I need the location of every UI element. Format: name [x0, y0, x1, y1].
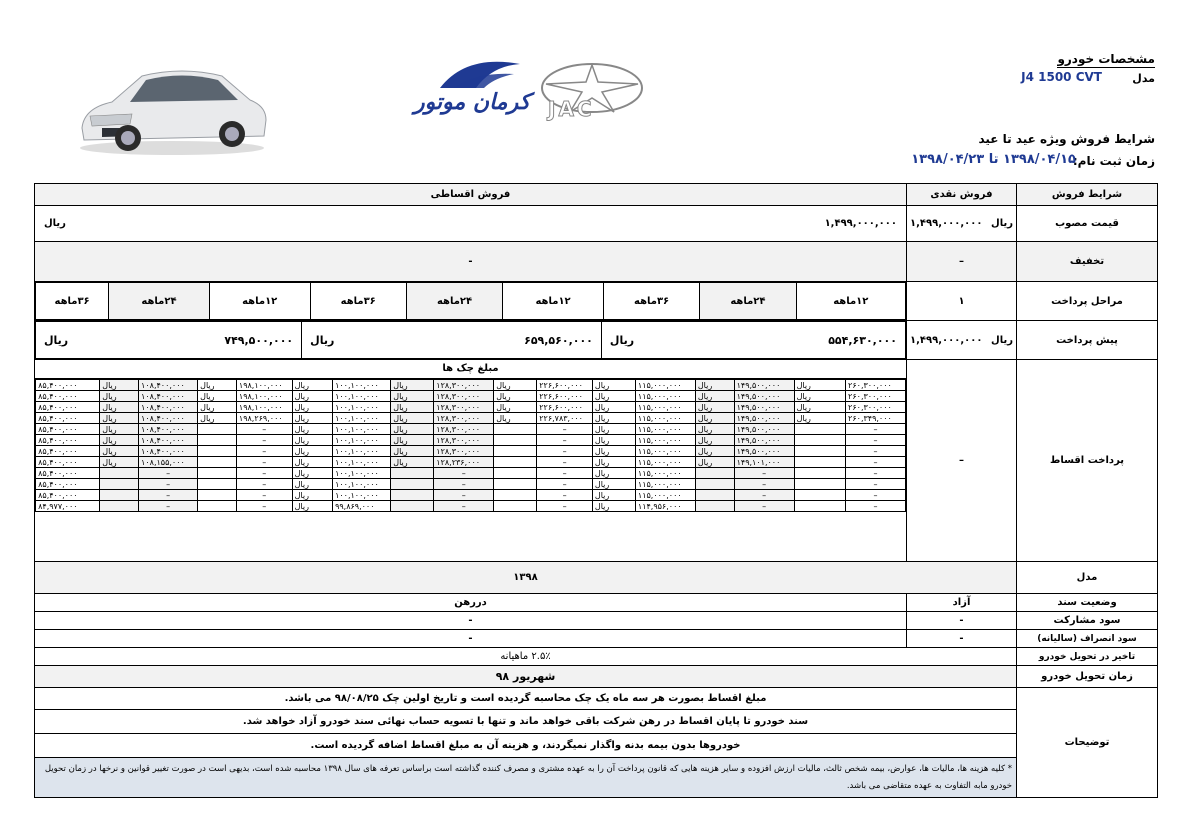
cheque-amount: ۱۹۸,۲۶۹,۰۰۰ — [236, 413, 292, 424]
cheque-unit — [494, 424, 537, 435]
plan1-36m: ۳۶ماهه — [603, 283, 699, 320]
cheque-unit: ریال — [100, 413, 139, 424]
down-payment-plan2: ۶۵۹,۵۶۰,۰۰۰ — [524, 333, 593, 347]
cheque-unit: ریال — [592, 490, 635, 501]
cheque-amount: ۱۱۵,۰۰۰,۰۰۰ — [635, 446, 695, 457]
cheque-unit: ریال — [695, 413, 734, 424]
cheque-amount: ۱۰۰,۱۰۰,۰۰۰ — [333, 479, 391, 490]
cheque-amount: – — [139, 479, 198, 490]
cheque-amount: ۸۵,۴۰۰,۰۰۰ — [36, 468, 100, 479]
cheque-unit: ریال — [695, 402, 734, 413]
cheque-unit — [494, 479, 537, 490]
cheque-unit: ریال — [592, 468, 635, 479]
cheque-amount: – — [236, 435, 292, 446]
delivery-delay-value: ۲.۵٪ ماهیانه — [35, 648, 1017, 666]
installment-price-cell — [35, 206, 907, 242]
cheque-amount: ۱۱۵,۰۰۰,۰۰۰ — [635, 468, 695, 479]
cheque-unit: ریال — [292, 391, 332, 402]
cheque-unit: ریال — [292, 468, 332, 479]
cheque-amount: ۱۲۸,۳۰۰,۰۰۰ — [434, 391, 494, 402]
cheque-amount: ۱۰۰,۱۰۰,۰۰۰ — [333, 490, 391, 501]
cheque-amount: ۱۰۸,۴۰۰,۰۰۰ — [139, 446, 198, 457]
sales-conditions-table — [34, 183, 1158, 798]
cheque-unit: ریال — [592, 457, 635, 468]
cheque-unit: ریال — [198, 391, 237, 402]
cheque-amount: ۱۱۵,۰۰۰,۰۰۰ — [635, 490, 695, 501]
cheque-unit: ریال — [592, 380, 635, 391]
cheque-amount: ۱۰۸,۴۰۰,۰۰۰ — [139, 380, 198, 391]
cheque-unit: ریال — [391, 424, 434, 435]
kerman-motor-logo-icon — [436, 58, 524, 92]
document-status-cash: آزاد — [907, 594, 1017, 612]
cheque-unit — [695, 501, 734, 512]
cheque-amount: ۲۲۶,۶۰۰,۰۰۰ — [537, 391, 593, 402]
cheque-amount: ۸۵,۴۰۰,۰۰۰ — [36, 435, 100, 446]
cheque-row — [36, 468, 906, 479]
cheque-unit: ریال — [592, 501, 635, 512]
cheque-amount: ۸۵,۴۰۰,۰۰۰ — [36, 391, 100, 402]
cheque-unit: ریال — [592, 446, 635, 457]
cash-price-cell — [907, 206, 1017, 242]
profit-cash: - — [907, 612, 1017, 630]
cash-installment: – — [907, 360, 1017, 562]
installment-payment-label: پرداخت اقساط — [1017, 360, 1158, 562]
cheque-amount: ۱۲۸,۳۰۰,۰۰۰ — [434, 413, 494, 424]
cheque-row — [36, 380, 906, 391]
plan2-12m: ۱۲ماهه — [503, 283, 604, 320]
cheque-amount: ۱۱۴,۹۵۶,۰۰۰ — [635, 501, 695, 512]
cheque-unit: ریال — [100, 457, 139, 468]
cheque-amount: – — [236, 424, 292, 435]
cheque-amount: ۸۵,۴۰۰,۰۰۰ — [36, 380, 100, 391]
cheque-amount: ۱۰۰,۱۰۰,۰۰۰ — [333, 413, 391, 424]
cheque-unit — [198, 446, 237, 457]
cash-sale-header: فروش نقدی — [907, 184, 1017, 206]
cheque-unit — [794, 446, 845, 457]
cheque-unit: ریال — [292, 413, 332, 424]
cancel-installment: - — [35, 630, 907, 648]
cheque-amount: ۱۱۵,۰۰۰,۰۰۰ — [635, 402, 695, 413]
cheque-amount: ۱۰۰,۱۰۰,۰۰۰ — [333, 391, 391, 402]
cheque-row — [36, 490, 906, 501]
cheque-amount: ۱۰۰,۱۰۰,۰۰۰ — [333, 402, 391, 413]
cheque-unit: ریال — [198, 380, 237, 391]
registration-date-value: ۱۳۹۸/۰۴/۱۵ تا ۱۳۹۸/۰۴/۲۳ — [911, 152, 1076, 167]
cheque-amount: – — [434, 501, 494, 512]
cheque-unit — [494, 490, 537, 501]
cheque-unit: ریال — [494, 391, 537, 402]
cheque-amount: ۸۵,۴۰۰,۰۰۰ — [36, 402, 100, 413]
model-year-label: مدل — [1017, 562, 1158, 594]
cheque-amount: – — [139, 490, 198, 501]
cheque-amount: ۱۱۵,۰۰۰,۰۰۰ — [635, 380, 695, 391]
participation-profit-label: سود مشارکت — [1017, 612, 1158, 630]
cheque-unit — [198, 424, 237, 435]
plan2-24m: ۲۴ماهه — [406, 283, 502, 320]
cheque-unit: ریال — [292, 501, 332, 512]
cheque-amount: – — [734, 490, 794, 501]
cheque-amount: ۱۴۹,۵۰۰,۰۰۰ — [734, 391, 794, 402]
cheque-amount: ۲۶۰,۳۰۰,۰۰۰ — [846, 402, 906, 413]
cheque-amount: ۸۵,۴۰۰,۰۰۰ — [36, 413, 100, 424]
notes-label: توضیحات — [1017, 688, 1158, 798]
cheque-amount: ۱۰۸,۴۰۰,۰۰۰ — [139, 424, 198, 435]
cancellation-profit-label: سود انصراف (سالیانه) — [1017, 630, 1158, 648]
plan1-12m: ۱۲ماهه — [796, 283, 905, 320]
cheque-unit: ریال — [695, 424, 734, 435]
cheque-row — [36, 402, 906, 413]
cheque-unit — [198, 479, 237, 490]
plan3-36m: ۳۶ماهه — [36, 283, 109, 320]
cheque-unit: ریال — [794, 380, 845, 391]
cheque-amount: ۸۵,۴۰۰,۰۰۰ — [36, 490, 100, 501]
cheque-amount: ۲۲۶,۷۸۳,۰۰۰ — [537, 413, 593, 424]
cheque-unit — [494, 468, 537, 479]
cheque-amount: – — [236, 446, 292, 457]
cheque-amount: ۱۰۸,۴۰۰,۰۰۰ — [139, 435, 198, 446]
installment-price: ۱,۴۹۹,۰۰۰,۰۰۰ — [824, 218, 897, 229]
cheque-amount: ۱۰۸,۴۰۰,۰۰۰ — [139, 391, 198, 402]
cheque-amount: – — [846, 446, 906, 457]
cheque-unit: ریال — [100, 391, 139, 402]
cheque-unit: ریال — [391, 391, 434, 402]
plan3-24m: ۲۴ماهه — [109, 283, 210, 320]
note-3: خودروها بدون بیمه بدنه واگذار نمیگردند، و هزینه آن به مبلغ اقساط اضافه گردیده است. — [35, 734, 1017, 758]
cheque-amount: ۸۵,۴۰۰,۰۰۰ — [36, 457, 100, 468]
cheque-amount: ۱۰۸,۱۵۵,۰۰۰ — [139, 457, 198, 468]
cash-discount: – — [907, 242, 1017, 282]
sale-conditions-title: شرایط فروش ویژه عید تا عید — [978, 132, 1155, 146]
cheque-unit: ریال — [695, 457, 734, 468]
cheque-unit — [391, 479, 434, 490]
cheque-unit: ریال — [292, 457, 332, 468]
cheque-amount: ۱۲۸,۳۰۰,۰۰۰ — [434, 380, 494, 391]
cheque-unit — [794, 490, 845, 501]
cheque-amount: ۱۹۸,۱۰۰,۰۰۰ — [236, 402, 292, 413]
discount-label: تخفیف — [1017, 242, 1158, 282]
cheque-amount: – — [139, 501, 198, 512]
cheque-unit: ریال — [695, 446, 734, 457]
cheque-unit: ریال — [494, 380, 537, 391]
cheques-title: مبلغ چک ها — [35, 360, 906, 379]
cheque-amount: ۸۵,۴۰۰,۰۰۰ — [36, 446, 100, 457]
cheque-unit: ریال — [292, 435, 332, 446]
cheque-unit: ریال — [100, 380, 139, 391]
cheque-unit — [198, 435, 237, 446]
cheque-amount: ۱۲۸,۳۰۰,۰۰۰ — [434, 446, 494, 457]
model-value: J4 1500 CVT — [1021, 70, 1102, 84]
cheque-amount: ۱۰۰,۱۰۰,۰۰۰ — [333, 446, 391, 457]
down-payment-label: پیش پرداخت — [1017, 321, 1158, 360]
note-1: مبلغ اقساط بصورت هر سه ماه یک چک محاسبه گردیده است و تاریخ اولین چک ۹۸/۰۸/۲۵ می باشد. — [35, 688, 1017, 710]
cheque-unit — [100, 490, 139, 501]
cheque-unit: ریال — [391, 380, 434, 391]
price-label: قیمت مصوب — [1017, 206, 1158, 242]
cheque-amount: – — [734, 501, 794, 512]
cheque-amount: – — [734, 468, 794, 479]
cheque-amount: ۱۱۵,۰۰۰,۰۰۰ — [635, 391, 695, 402]
cheques-cell — [35, 360, 907, 562]
installment-sale-header: فروش اقساطی — [35, 184, 907, 206]
cheque-unit — [794, 457, 845, 468]
cheque-amount: ۹۹,۸۶۹,۰۰۰ — [333, 501, 391, 512]
cheque-amount: – — [537, 435, 593, 446]
cheque-unit: ریال — [592, 413, 635, 424]
cheque-row — [36, 391, 906, 402]
cheque-amount: ۱۰۸,۴۰۰,۰۰۰ — [139, 413, 198, 424]
payment-stages-label: مراحل پرداخت — [1017, 282, 1158, 321]
cheque-amount: ۱۴۹,۵۰۰,۰۰۰ — [734, 413, 794, 424]
cheque-unit: ریال — [794, 391, 845, 402]
cheque-unit: ریال — [391, 413, 434, 424]
cheque-amount: ۲۶۰,۳۰۰,۰۰۰ — [846, 391, 906, 402]
cheque-amount: ۱۴۹,۵۰۰,۰۰۰ — [734, 435, 794, 446]
cheque-unit: ریال — [592, 391, 635, 402]
jac-logo-text: JAC — [548, 97, 595, 121]
cheque-amount: ۱۰۸,۴۰۰,۰۰۰ — [139, 402, 198, 413]
cheque-amount: ۱۲۸,۳۰۰,۰۰۰ — [434, 424, 494, 435]
document-status-label: وضعیت سند — [1017, 594, 1158, 612]
cheque-unit: ریال — [391, 435, 434, 446]
cheque-amount: – — [434, 479, 494, 490]
cheque-amount: ۱۰۰,۱۰۰,۰۰۰ — [333, 435, 391, 446]
rial-unit: ریال — [991, 218, 1013, 229]
cheque-row — [36, 413, 906, 424]
down-payment-plan3: ۷۴۹,۵۰۰,۰۰۰ — [224, 333, 294, 347]
cheques-grid — [35, 379, 906, 512]
model-year-value: ۱۳۹۸ — [35, 562, 1017, 594]
cheque-amount: – — [236, 501, 292, 512]
cheque-unit — [198, 468, 237, 479]
cheque-unit: ریال — [198, 402, 237, 413]
car-image — [72, 58, 272, 158]
cash-stage: ۱ — [907, 282, 1017, 321]
cheque-unit: ریال — [695, 391, 734, 402]
cheque-unit: ریال — [292, 479, 332, 490]
cheque-amount: – — [434, 468, 494, 479]
cheque-amount: ۱۰۰,۱۰۰,۰۰۰ — [333, 468, 391, 479]
delivery-delay-label: تاخیر در تحویل خودرو — [1017, 648, 1158, 666]
cheque-amount: – — [236, 479, 292, 490]
cheque-unit: ریال — [695, 380, 734, 391]
cheque-unit: ریال — [494, 413, 537, 424]
cheque-amount: – — [537, 446, 593, 457]
cheque-amount: – — [236, 457, 292, 468]
footnote: * کلیه هزینه ها، مالیات ها، عوارض، بیمه شخص ثالث، مالیات ارزش افزوده و سایر هزینه هایی که قانون پرداخت آن را به عهده مشتری و مصرف کننده گذاشته است براساس تعرفه های سال ۱۳۹۸ محاسبه شده است، بدیهی است در صورت تغییر قوانین و نرخها در زمان تحویل خودرو مابه التفاوت به عهده متقاضی می باشد. — [35, 758, 1017, 798]
cheque-row — [36, 501, 906, 512]
cheque-unit: ریال — [292, 490, 332, 501]
installment-down-cell — [35, 321, 907, 360]
cheque-amount: ۱۴۹,۵۰۰,۰۰۰ — [734, 424, 794, 435]
cheque-unit: ریال — [198, 413, 237, 424]
cheque-amount: ۱۰۰,۱۰۰,۰۰۰ — [333, 380, 391, 391]
cheque-unit — [494, 435, 537, 446]
cheque-unit — [494, 446, 537, 457]
cheque-amount: ۱۱۵,۰۰۰,۰۰۰ — [635, 435, 695, 446]
cheque-amount: ۱۱۵,۰۰۰,۰۰۰ — [635, 479, 695, 490]
cheque-amount: – — [434, 490, 494, 501]
cheque-amount: ۱۲۸,۳۰۰,۰۰۰ — [434, 402, 494, 413]
cheque-row — [36, 457, 906, 468]
cheque-amount: – — [537, 490, 593, 501]
cheque-amount: – — [537, 501, 593, 512]
installment-discount: - — [35, 242, 907, 282]
cheque-unit — [494, 501, 537, 512]
cheque-unit — [100, 479, 139, 490]
plan3-12m: ۱۲ماهه — [209, 283, 310, 320]
cheque-unit: ریال — [794, 402, 845, 413]
cheque-unit — [391, 501, 434, 512]
rial-unit: ریال — [44, 333, 69, 347]
cheque-amount: ۸۵,۴۰۰,۰۰۰ — [36, 424, 100, 435]
cheque-amount: ۱۹۸,۱۰۰,۰۰۰ — [236, 391, 292, 402]
sale-conditions-header: شرایط فروش — [1017, 184, 1158, 206]
cheque-amount: ۱۱۵,۰۰۰,۰۰۰ — [635, 424, 695, 435]
cancel-cash: - — [907, 630, 1017, 648]
cheque-unit: ریال — [292, 446, 332, 457]
cheque-amount: – — [537, 479, 593, 490]
cheque-amount: ۲۲۶,۶۰۰,۰۰۰ — [537, 402, 593, 413]
cheque-unit: ریال — [794, 413, 845, 424]
delivery-time-label: زمان تحویل خودرو — [1017, 666, 1158, 688]
registration-date-label: زمان ثبت نام: — [1072, 154, 1155, 168]
cheque-unit: ریال — [100, 424, 139, 435]
cheque-unit — [198, 490, 237, 501]
cheque-amount: – — [236, 490, 292, 501]
cheque-amount: ۱۲۸,۲۳۶,۰۰۰ — [434, 457, 494, 468]
cheque-unit: ریال — [391, 457, 434, 468]
down-payment-plan1: ۵۵۴,۶۳۰,۰۰۰ — [828, 333, 897, 347]
cheque-amount: – — [846, 435, 906, 446]
cheque-unit — [494, 457, 537, 468]
cheque-amount: – — [846, 501, 906, 512]
cheque-row — [36, 424, 906, 435]
cheque-amount: ۱۰۰,۱۰۰,۰۰۰ — [333, 457, 391, 468]
cheque-unit — [198, 501, 237, 512]
cheque-amount: – — [537, 457, 593, 468]
document-status-installment: دررهن — [35, 594, 907, 612]
cheque-unit: ریال — [592, 402, 635, 413]
cheque-amount: – — [846, 490, 906, 501]
cheque-amount: – — [846, 468, 906, 479]
cheque-amount: ۱۴۹,۵۰۰,۰۰۰ — [734, 402, 794, 413]
cheque-unit — [695, 479, 734, 490]
cheque-unit — [695, 468, 734, 479]
cheque-amount: ۱۴۹,۵۰۰,۰۰۰ — [734, 446, 794, 457]
cheque-unit: ریال — [292, 424, 332, 435]
cheque-amount: ۲۶۰,۳۰۰,۰۰۰ — [846, 380, 906, 391]
cheque-amount: ۱۴۹,۱۰۱,۰۰۰ — [734, 457, 794, 468]
cheque-unit: ریال — [592, 479, 635, 490]
cheque-amount: ۸۵,۴۰۰,۰۰۰ — [36, 479, 100, 490]
cheque-row — [36, 479, 906, 490]
cheque-amount: – — [537, 468, 593, 479]
cheque-amount: – — [846, 457, 906, 468]
cheque-unit — [794, 424, 845, 435]
cheque-unit — [794, 468, 845, 479]
cheque-unit — [100, 468, 139, 479]
cheque-amount: ۸۴,۹۷۷,۰۰۰ — [36, 501, 100, 512]
plan1-24m: ۲۴ماهه — [700, 283, 796, 320]
cheque-amount: – — [846, 424, 906, 435]
note-2: سند خودرو تا پایان اقساط در رهن شرکت باقی خواهد ماند و تنها با تسویه حساب نهائی سند خودرو آزاد خواهد شد. — [35, 710, 1017, 734]
cheque-amount: ۱۱۵,۰۰۰,۰۰۰ — [635, 413, 695, 424]
cheque-amount: ۱۱۵,۰۰۰,۰۰۰ — [635, 457, 695, 468]
cheque-unit: ریال — [695, 435, 734, 446]
cheque-row — [36, 435, 906, 446]
cheque-unit — [391, 468, 434, 479]
cash-price: ۱,۴۹۹,۰۰۰,۰۰۰ — [910, 218, 983, 229]
cheque-unit: ریال — [494, 402, 537, 413]
cheque-unit — [100, 501, 139, 512]
rial-unit: ریال — [44, 218, 66, 229]
cheque-amount: ۱۲۸,۳۰۰,۰۰۰ — [434, 435, 494, 446]
profit-installment: - — [35, 612, 907, 630]
plan2-36m: ۳۶ماهه — [310, 283, 406, 320]
installment-stages-cell — [35, 282, 907, 321]
cheque-unit: ریال — [391, 402, 434, 413]
cheque-unit — [391, 490, 434, 501]
rial-unit: ریال — [310, 333, 335, 347]
delivery-time-value: شهریور ۹۸ — [35, 666, 1017, 688]
cheque-amount: – — [139, 468, 198, 479]
cheque-row — [36, 446, 906, 457]
rial-unit: ریال — [991, 334, 1013, 346]
cheque-unit — [794, 435, 845, 446]
rial-unit: ریال — [609, 333, 635, 347]
cheque-unit: ریال — [292, 380, 332, 391]
cheque-amount: – — [734, 479, 794, 490]
cheque-unit — [794, 501, 845, 512]
page-title: مشخصات خودرو — [1057, 52, 1155, 66]
cheque-unit — [695, 490, 734, 501]
cheque-unit: ریال — [100, 402, 139, 413]
cash-down-payment: ۱,۴۹۹,۰۰۰,۰۰۰ — [910, 334, 983, 346]
cheque-amount: ۲۶۰,۳۴۹,۰۰۰ — [846, 413, 906, 424]
cheque-amount: ۱۹۸,۱۰۰,۰۰۰ — [236, 380, 292, 391]
cheque-unit: ریال — [100, 446, 139, 457]
cheque-amount: ۲۲۶,۶۰۰,۰۰۰ — [537, 380, 593, 391]
model-label: مدل — [1132, 72, 1155, 85]
cheque-amount: ۱۰۰,۱۰۰,۰۰۰ — [333, 424, 391, 435]
cheque-unit: ریال — [592, 424, 635, 435]
cheque-amount: – — [846, 479, 906, 490]
kerman-motor-logo-text: کرمان موتور — [414, 90, 531, 115]
cheque-amount: – — [236, 468, 292, 479]
cheque-unit: ریال — [592, 435, 635, 446]
cash-down-cell — [907, 321, 1017, 360]
cheque-amount: – — [537, 424, 593, 435]
cheque-unit — [794, 479, 845, 490]
cheque-unit: ریال — [100, 435, 139, 446]
cheque-unit: ریال — [292, 402, 332, 413]
cheque-unit: ریال — [391, 446, 434, 457]
cheque-unit — [198, 457, 237, 468]
cheque-amount: ۱۴۹,۵۰۰,۰۰۰ — [734, 380, 794, 391]
